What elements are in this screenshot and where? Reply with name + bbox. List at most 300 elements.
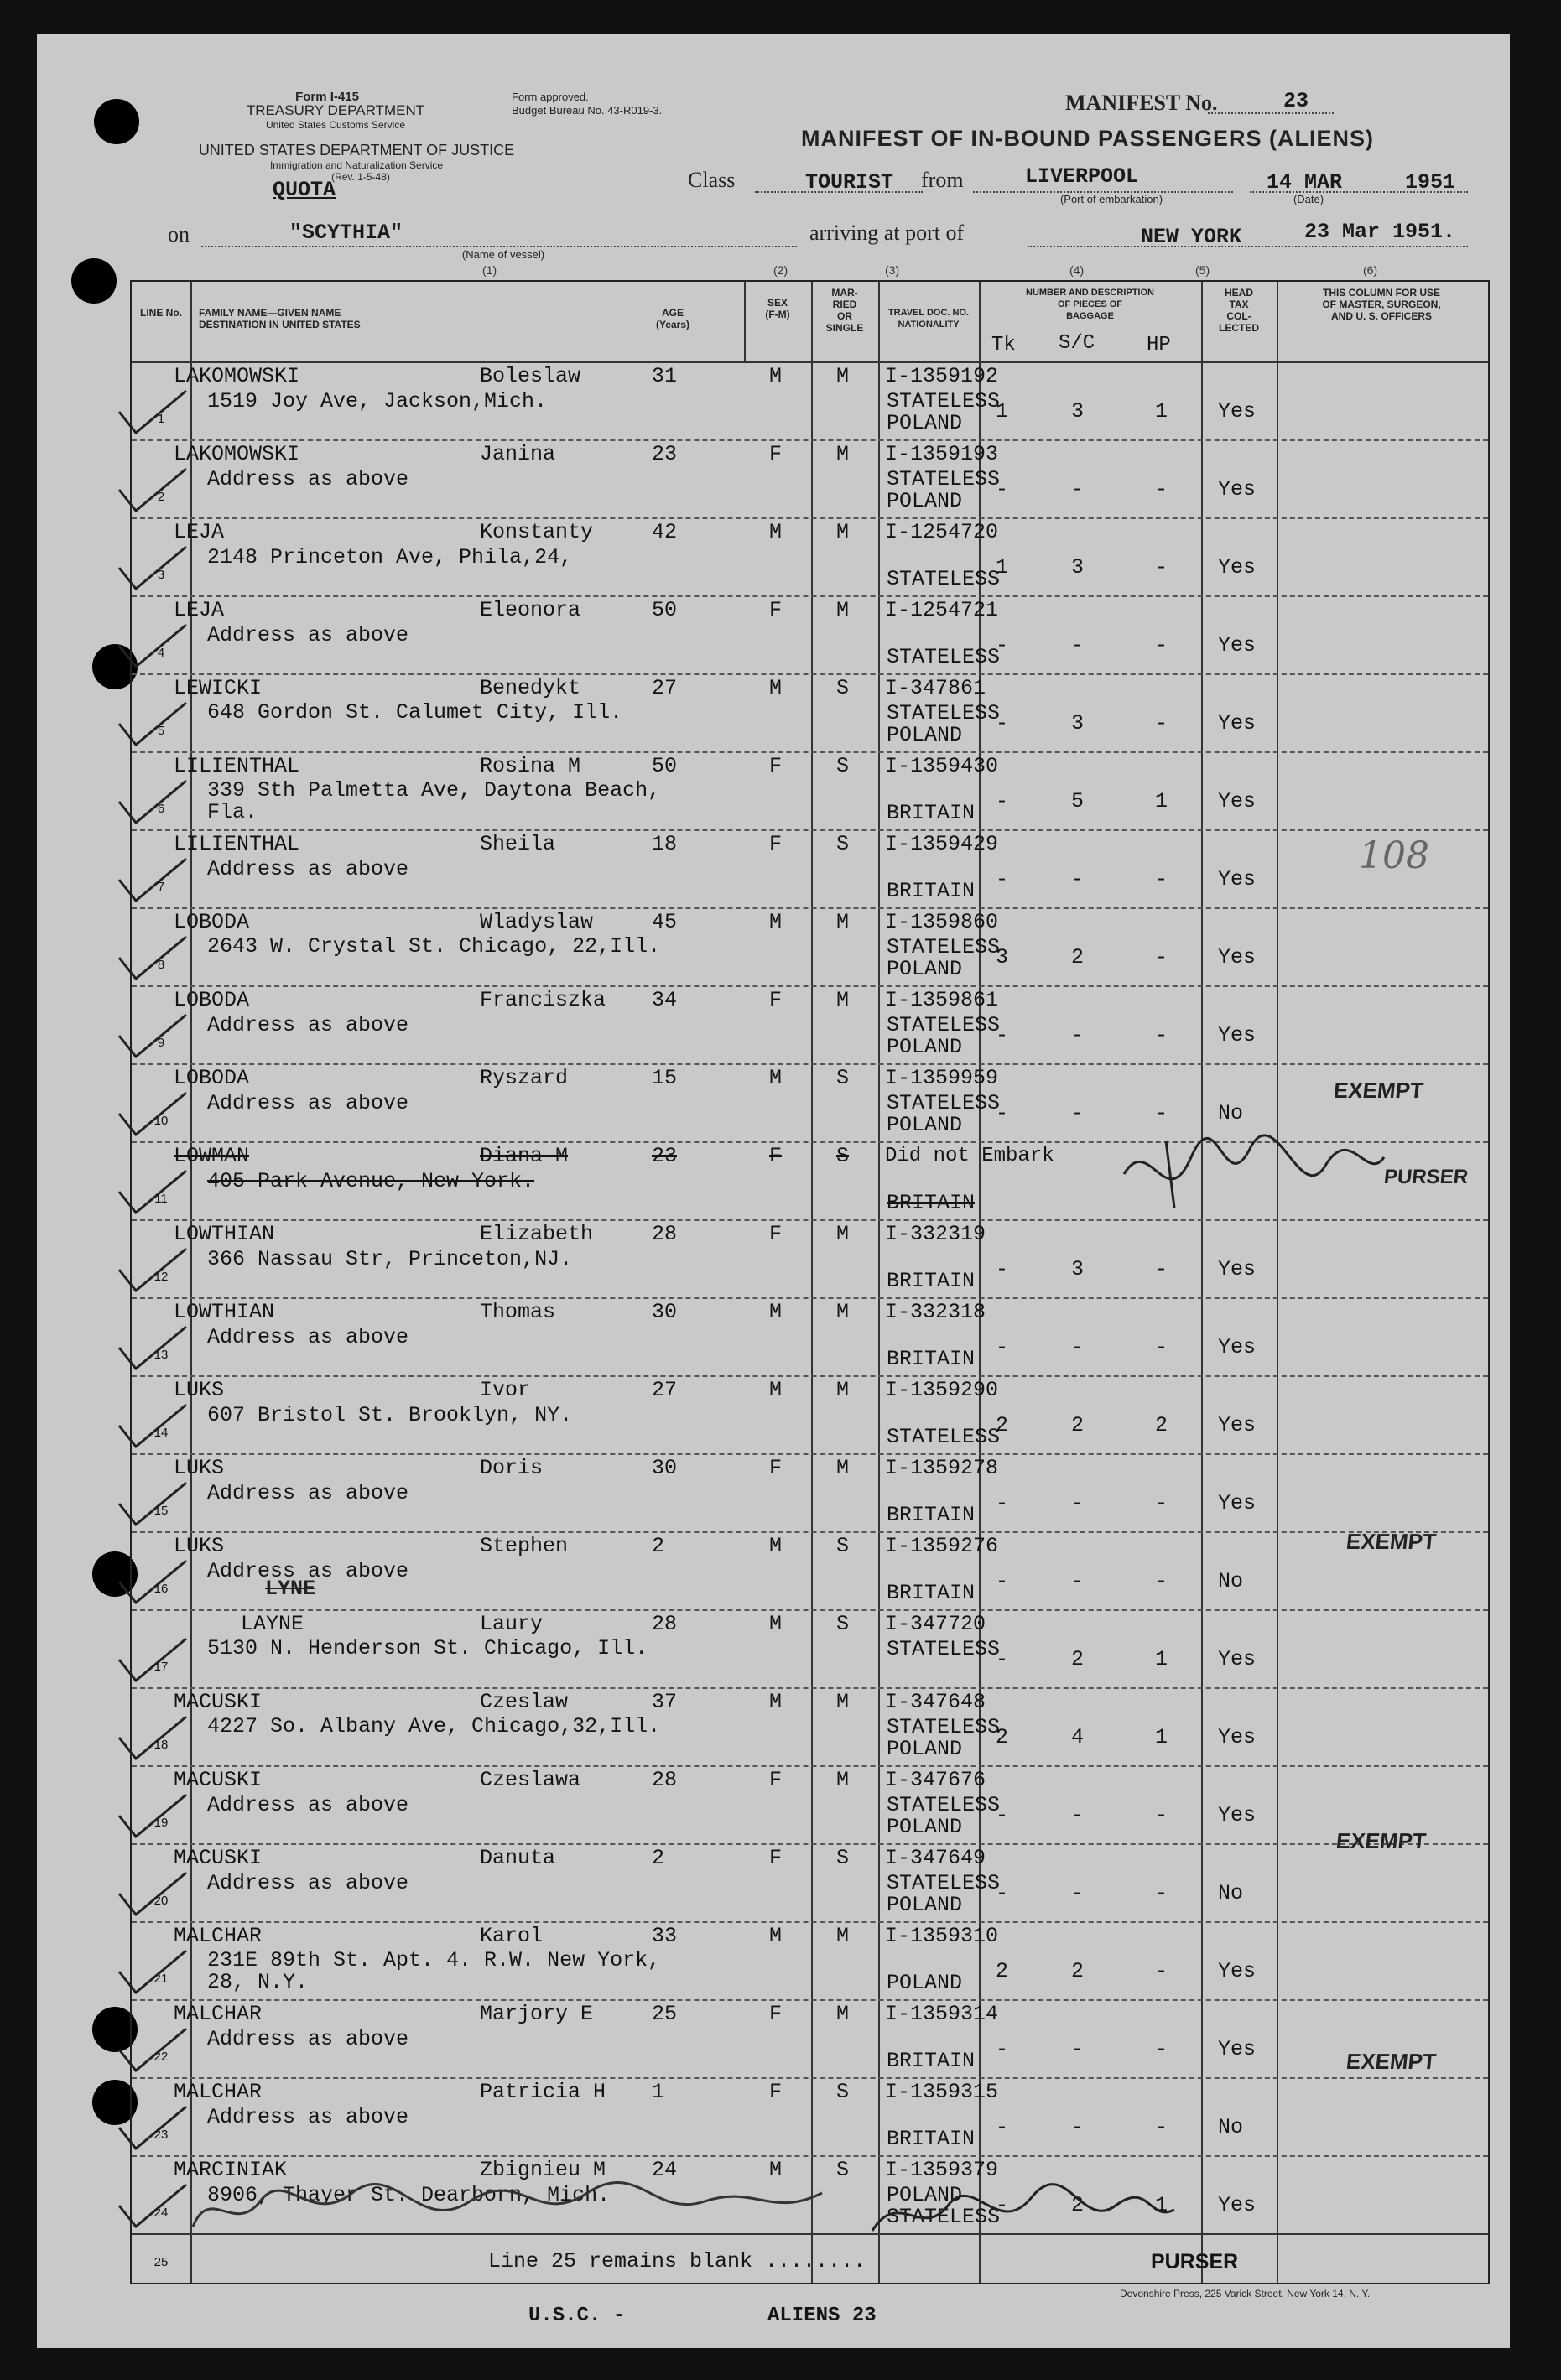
nationality-line2: POLAND — [887, 1737, 963, 1761]
nationality-line2: POLAND — [887, 1035, 963, 1059]
sex: M — [769, 910, 783, 934]
table-row — [132, 361, 1488, 439]
punch-hole — [71, 258, 117, 304]
baggage-tk: 2 — [996, 1725, 1009, 1749]
age: 30 — [652, 1300, 678, 1324]
travel-doc-no: I-1359379 — [885, 2158, 999, 2182]
travel-doc-no: I-1359861 — [885, 988, 999, 1012]
sex: M — [769, 676, 783, 700]
travel-doc-no: I-332319 — [885, 1222, 986, 1246]
travel-doc-no: I-1359276 — [885, 1534, 999, 1558]
given-name: Franciszka — [480, 988, 606, 1012]
nationality-line1: STATELESS — [887, 1013, 1001, 1037]
vessel-line — [201, 246, 797, 247]
sex: F — [769, 1846, 783, 1870]
family-name: LAYNE — [241, 1612, 304, 1636]
baggage-tk: - — [996, 711, 1009, 735]
family-name: MACUSKI — [174, 1690, 263, 1714]
revision: (Rev. 1-5-48) — [331, 171, 390, 183]
travel-doc-no: I-1359290 — [885, 1378, 999, 1402]
line-number: 18 — [153, 1738, 169, 1752]
col-sc: S/C — [1059, 332, 1095, 355]
port-caption: (Port of embarkation) — [1059, 193, 1163, 205]
marital-status: M — [836, 988, 850, 1012]
baggage-sc: - — [1071, 1491, 1085, 1515]
marital-status: S — [836, 1066, 850, 1090]
baggage-tk: - — [996, 1491, 1009, 1515]
family-name: LUKS — [174, 1534, 225, 1558]
head-tax: No — [1218, 1569, 1244, 1593]
line-number: 10 — [153, 1114, 169, 1128]
marital-status: S — [836, 1534, 850, 1558]
nationality-line1: STATELESS — [887, 701, 1001, 725]
checkmark-icon — [115, 1245, 190, 1295]
family-name: MARCINIAK — [174, 2158, 288, 2182]
baggage-sc: 2 — [1071, 1959, 1085, 1983]
col-age: AGE (Years) — [655, 307, 690, 330]
checkmark-icon — [115, 1323, 190, 1373]
arrival-line — [1028, 246, 1468, 247]
line-number: 15 — [153, 1504, 169, 1518]
address: Address as above — [207, 623, 409, 647]
nationality-line2: BRITAIN — [887, 801, 976, 825]
baggage-tk: - — [996, 1647, 1009, 1671]
baggage-sc: 3 — [1071, 1257, 1085, 1281]
arriving-label: arriving at port of — [809, 221, 965, 245]
checkmark-icon — [115, 1556, 190, 1607]
checkmark-icon — [115, 1712, 190, 1763]
baggage-sc: - — [1071, 633, 1085, 657]
nationality-line2: BRITAIN — [887, 2127, 976, 2151]
marital-status: S — [836, 2158, 850, 2182]
family-name: MACUSKI — [174, 1846, 263, 1870]
baggage-sc: 3 — [1071, 711, 1085, 735]
given-name: Stephen — [480, 1534, 569, 1558]
baggage-sc: - — [1071, 1335, 1085, 1359]
baggage-hp: - — [1155, 945, 1168, 969]
travel-doc-no: I-1359193 — [885, 442, 999, 466]
baggage-hp: - — [1155, 1023, 1168, 1047]
family-name: MACUSKI — [174, 1768, 263, 1792]
address: 405 Park Avenue, New York. — [207, 1169, 535, 1193]
travel-doc-no: I-1359315 — [885, 2080, 999, 2104]
customs-service: United States Customs Service — [265, 119, 406, 131]
line25-purser: PURSER — [1151, 2250, 1239, 2273]
col-tk: Tk — [991, 334, 1016, 356]
sex: M — [769, 1690, 783, 1714]
purser-signature — [1116, 1124, 1392, 1224]
nationality-line2: POLAND — [887, 1815, 963, 1839]
baggage-sc: 3 — [1071, 555, 1085, 579]
baggage-hp: - — [1155, 711, 1168, 735]
baggage-tk: - — [996, 1257, 1009, 1281]
nationality-line2: POLAND — [887, 489, 963, 513]
travel-doc-no: I-1359278 — [885, 1456, 999, 1480]
sex: M — [769, 1612, 783, 1636]
table-row — [132, 439, 1488, 517]
family-name: MALCHAR — [174, 2080, 263, 2104]
baggage-hp: 1 — [1155, 789, 1168, 813]
baggage-tk: - — [996, 633, 1009, 657]
given-name: Doris — [480, 1456, 544, 1480]
given-name: Danuta — [480, 1846, 556, 1870]
baggage-hp: - — [1155, 633, 1168, 657]
col-num-6: (6) — [1363, 263, 1378, 277]
nationality-line2: BRITAIN — [887, 2049, 976, 2073]
col-married: MAR- RIED OR SINGLE — [825, 287, 864, 334]
address: Address as above — [207, 1325, 409, 1349]
inspector-signature — [185, 2168, 839, 2243]
address: Address as above — [207, 2105, 409, 2129]
checkmark-icon — [115, 2024, 190, 2075]
port-embarkation: LIVERPOOL — [1025, 164, 1139, 189]
col-name: FAMILY NAME—GIVEN NAME DESTINATION IN UNITED STATES — [199, 307, 361, 330]
baggage-hp: 1 — [1155, 399, 1168, 424]
checkmark-icon — [115, 387, 190, 437]
departure-date: 14 MAR — [1267, 170, 1343, 195]
given-name: Boleslaw — [480, 364, 581, 388]
baggage-tk: - — [996, 1803, 1009, 1827]
head-tax: Yes — [1218, 1335, 1257, 1359]
checkmark-icon — [115, 465, 190, 515]
table-row — [132, 1609, 1488, 1687]
marital-status: M — [836, 520, 850, 544]
sex: M — [769, 1378, 783, 1402]
family-name: LILIENTHAL — [174, 832, 300, 856]
departure-year: 1951 — [1405, 170, 1456, 195]
travel-doc-no: I-1359314 — [885, 2002, 999, 2026]
col-num-3: (3) — [885, 263, 900, 277]
nationality-line1: STATELESS — [887, 467, 1001, 491]
checkmark-icon — [115, 1868, 190, 1919]
family-name: LOWTHIAN — [174, 1300, 275, 1324]
treasury-dept: TREASURY DEPARTMENT — [246, 102, 425, 118]
checkmark-icon — [115, 1089, 190, 1139]
head-tax: Yes — [1218, 399, 1257, 424]
nationality-line1: STATELESS — [887, 935, 1001, 959]
baggage-sc: 2 — [1071, 1413, 1085, 1437]
nationality-line2: BRITAIN — [887, 879, 976, 903]
checkmark-icon — [115, 1634, 190, 1685]
checkmark-icon — [115, 1478, 190, 1529]
family-name: LAKOMOWSKI — [174, 442, 300, 466]
col-num-2: (2) — [773, 263, 788, 277]
on-label: on — [168, 222, 190, 247]
struck-name: LYNE — [265, 1577, 316, 1601]
quota: QUOTA — [273, 178, 336, 202]
head-tax: Yes — [1218, 555, 1257, 579]
line-number: 25 — [153, 2255, 169, 2269]
baggage-hp: - — [1155, 477, 1168, 501]
head-tax: Yes — [1218, 711, 1257, 735]
marital-status: S — [836, 1144, 850, 1168]
line-number: 9 — [157, 1036, 165, 1050]
travel-doc-no: I-1359429 — [885, 832, 999, 856]
checkmark-icon — [115, 699, 190, 749]
baggage-hp: 1 — [1155, 1725, 1168, 1749]
footer-aliens: ALIENS 23 — [767, 2305, 877, 2327]
head-tax: Yes — [1218, 1647, 1257, 1671]
nationality-line2: POLAND — [887, 957, 963, 981]
line-number: 8 — [157, 958, 165, 972]
checkmark-icon — [115, 1400, 190, 1451]
checkmark-icon — [115, 777, 190, 827]
baggage-tk: - — [996, 2037, 1009, 2061]
line-number: 19 — [153, 1816, 169, 1830]
nationality-line2: STATELESS — [887, 2205, 1001, 2229]
baggage-sc: - — [1071, 1023, 1085, 1047]
address: Address as above — [207, 1559, 409, 1583]
baggage-tk: - — [996, 1101, 1009, 1125]
vessel-caption: (Name of vessel) — [461, 248, 545, 261]
col-divider — [744, 282, 746, 361]
line-number: 16 — [153, 1582, 169, 1596]
given-name: Ryszard — [480, 1066, 569, 1090]
nationality-line1: STATELESS — [887, 1715, 1001, 1739]
travel-doc-no: I-347861 — [885, 676, 986, 700]
sex: F — [769, 832, 783, 856]
family-name: LEWICKI — [174, 676, 263, 700]
baggage-sc: - — [1071, 1569, 1085, 1593]
age: 34 — [652, 988, 678, 1012]
vessel-name: "SCYTHIA" — [289, 221, 403, 245]
sex: F — [769, 1144, 783, 1168]
head-tax: Yes — [1218, 1413, 1257, 1437]
address: Address as above — [207, 857, 409, 881]
sex: F — [769, 1768, 783, 1792]
given-name: Zbignieu M — [480, 2158, 606, 2182]
travel-doc-no: Did not Embark — [885, 1145, 1054, 1167]
checkmark-icon — [115, 1790, 190, 1841]
family-name: LOWTHIAN — [174, 1222, 275, 1246]
given-name: Konstanty — [480, 520, 594, 544]
checkmark-icon — [115, 933, 190, 983]
travel-doc-no: I-1359430 — [885, 754, 999, 778]
head-tax: No — [1218, 1881, 1244, 1905]
nationality-line2: POLAND — [887, 411, 963, 435]
baggage-tk: 2 — [996, 1959, 1009, 1983]
nationality-line2: BRITAIN — [887, 1269, 976, 1293]
line-number: 2 — [157, 490, 165, 504]
class-value: TOURIST — [805, 170, 894, 195]
line-number: 21 — [153, 1972, 169, 1986]
table-row — [132, 1453, 1488, 1531]
address: 1519 Joy Ave, Jackson,Mich. — [207, 389, 548, 413]
age: 1 — [652, 2080, 665, 2104]
baggage-tk: - — [996, 477, 1009, 501]
col-officers: THIS COLUMN FOR USE OF MASTER, SURGEON, AND U. S. OFFICERS — [1322, 287, 1441, 322]
address: Address as above — [207, 1091, 409, 1115]
exempt-stamp: EXEMPT — [1345, 2049, 1438, 2074]
given-name: Benedykt — [480, 676, 581, 700]
baggage-hp: 2 — [1155, 1413, 1168, 1437]
baggage-sc: 5 — [1071, 789, 1085, 813]
line-number: 13 — [153, 1348, 169, 1362]
age: 50 — [652, 598, 678, 622]
printer-credit: Devonshire Press, 225 Varick Street, New York 14, N. Y. — [1120, 2288, 1371, 2299]
baggage-hp: - — [1155, 2115, 1168, 2139]
nationality-line2: POLAND — [887, 1113, 963, 1137]
marital-status: M — [836, 1300, 850, 1324]
baggage-sc: - — [1071, 2037, 1085, 2061]
baggage-tk: - — [996, 1335, 1009, 1359]
given-name: Marjory E — [480, 2002, 594, 2026]
baggage-tk: - — [996, 1569, 1009, 1593]
manifest-no: 23 — [1283, 89, 1309, 113]
sex: F — [769, 1222, 783, 1246]
address: 2148 Princeton Ave, Phila,24, — [207, 545, 573, 569]
address: Address as above — [207, 467, 409, 491]
baggage-tk: - — [996, 1881, 1009, 1905]
checkmark-icon — [115, 1011, 190, 1061]
age: 18 — [652, 832, 678, 856]
purser-label: PURSER — [1382, 1166, 1470, 1188]
line-number: 22 — [153, 2050, 169, 2064]
nationality-line1: POLAND — [887, 2183, 963, 2207]
nationality-line2: POLAND — [887, 1893, 963, 1917]
family-name: LOWMAN — [174, 1144, 250, 1168]
head-tax: Yes — [1218, 1725, 1257, 1749]
head-tax: No — [1218, 2115, 1244, 2139]
travel-doc-no: I-347720 — [885, 1612, 986, 1636]
family-name: MALCHAR — [174, 1924, 263, 1948]
form-number: Form I-415 — [295, 90, 359, 104]
baggage-tk: 1 — [996, 555, 1009, 579]
age: 30 — [652, 1456, 678, 1480]
address: 339 Sth Palmetta Ave, Daytona Beach, Fla. — [207, 778, 661, 824]
baggage-hp: - — [1155, 1803, 1168, 1827]
head-tax: Yes — [1218, 2037, 1257, 2061]
line-number: 17 — [153, 1660, 169, 1674]
travel-doc-no: I-1359959 — [885, 1066, 999, 1090]
marital-status: S — [836, 2080, 850, 2104]
marital-status: M — [836, 1690, 850, 1714]
form-approved: Form approved. — [512, 91, 589, 103]
address: Address as above — [207, 1793, 409, 1817]
manifest-no-line — [1208, 112, 1334, 114]
table-row — [132, 985, 1488, 1063]
justice-dept: UNITED STATES DEPARTMENT OF JUSTICE — [198, 142, 515, 158]
baggage-tk: 1 — [996, 399, 1009, 424]
baggage-hp: - — [1155, 1335, 1168, 1359]
age: 37 — [652, 1690, 678, 1714]
arrival-date: 23 Mar 1951. — [1304, 220, 1456, 244]
given-name: Rosina M — [480, 754, 581, 778]
baggage-tk: 3 — [996, 945, 1009, 969]
head-tax: Yes — [1218, 1491, 1257, 1515]
head-tax: Yes — [1218, 867, 1257, 891]
baggage-hp: - — [1155, 1569, 1168, 1593]
address: 8906, Thayer St. Dearborn, Mich. — [207, 2183, 611, 2207]
exempt-stamp: EXEMPT — [1335, 1828, 1428, 1853]
baggage-sc: - — [1071, 867, 1085, 891]
table-row — [132, 1297, 1488, 1375]
sex: M — [769, 1300, 783, 1324]
baggage-hp: - — [1155, 867, 1168, 891]
table-row — [132, 517, 1488, 595]
age: 27 — [652, 1378, 678, 1402]
nationality-line2: BRITAIN — [887, 1191, 976, 1215]
family-name: LEJA — [174, 598, 225, 622]
sex: F — [769, 2002, 783, 2026]
sex: M — [769, 520, 783, 544]
head-tax: No — [1218, 1101, 1244, 1125]
nationality-line2: STATELESS — [887, 1425, 1001, 1449]
travel-doc-no: I-332318 — [885, 1300, 986, 1324]
marital-status: M — [836, 1768, 850, 1792]
given-name: Eleonora — [480, 598, 581, 622]
nationality-line2: POLAND — [887, 1971, 963, 1995]
table-row — [132, 907, 1488, 985]
budget-bureau: Budget Bureau No. 43-R019-3. — [512, 104, 663, 117]
marital-status: S — [836, 754, 850, 778]
family-name: MALCHAR — [174, 2002, 263, 2026]
checkmark-icon — [115, 2102, 190, 2153]
baggage-sc: - — [1071, 1101, 1085, 1125]
age: 27 — [652, 676, 678, 700]
age: 28 — [652, 1612, 678, 1636]
class-label: Class — [688, 168, 736, 192]
table-row — [132, 1843, 1488, 1921]
marital-status: M — [836, 910, 850, 934]
given-name: Janina — [480, 442, 556, 466]
marital-status: M — [836, 1378, 850, 1402]
line-number: 6 — [157, 802, 165, 816]
travel-doc-no: I-1254721 — [885, 598, 999, 622]
line-number: 4 — [157, 646, 165, 660]
checkmark-icon — [115, 855, 190, 905]
age: 50 — [652, 754, 678, 778]
address: Address as above — [207, 1871, 409, 1895]
col-num-1: (1) — [482, 263, 497, 277]
baggage-hp: - — [1155, 2037, 1168, 2061]
baggage-tk: - — [996, 2193, 1009, 2217]
sex: F — [769, 988, 783, 1012]
family-name: LUKS — [174, 1378, 225, 1402]
age: 2 — [652, 1846, 665, 1870]
table-row — [132, 1921, 1488, 1999]
marital-status: M — [836, 1924, 850, 1948]
table-row — [132, 1765, 1488, 1843]
baggage-sc: - — [1071, 1803, 1085, 1827]
baggage-hp: - — [1155, 1881, 1168, 1905]
from-label: from — [921, 168, 964, 192]
line-number: 12 — [153, 1270, 169, 1284]
baggage-hp: 1 — [1155, 2193, 1168, 2217]
age: 28 — [652, 1222, 678, 1246]
head-tax: Yes — [1218, 2193, 1257, 2217]
sex: M — [769, 1534, 783, 1558]
family-name: LEJA — [174, 520, 225, 544]
head-tax: Yes — [1218, 945, 1257, 969]
marital-status: M — [836, 442, 850, 466]
baggage-hp: - — [1155, 555, 1168, 579]
baggage-hp: - — [1155, 1257, 1168, 1281]
baggage-sc: - — [1071, 1881, 1085, 1905]
nationality-line1: STATELESS — [887, 389, 1001, 413]
age: 28 — [652, 1768, 678, 1792]
travel-doc-no: I-347649 — [885, 1846, 986, 1870]
address: 648 Gordon St. Calumet City, Ill. — [207, 700, 623, 725]
address: Address as above — [207, 1481, 409, 1505]
table-row — [132, 1531, 1488, 1609]
marital-status: M — [836, 1456, 850, 1480]
family-name: LUKS — [174, 1456, 225, 1480]
travel-doc-no: I-1359192 — [885, 364, 999, 388]
address: Address as above — [207, 1013, 409, 1037]
col-baggage: NUMBER AND DESCRIPTION OF PIECES OF BAGGAGE — [1026, 288, 1154, 321]
line-number: 23 — [153, 2128, 169, 2142]
